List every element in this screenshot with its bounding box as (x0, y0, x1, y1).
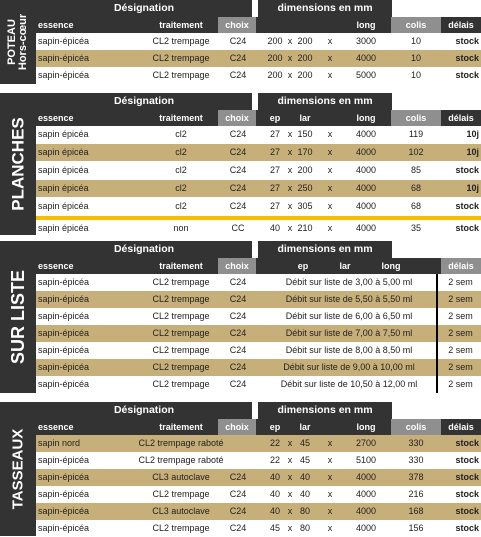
col-long: long (356, 422, 376, 432)
times-sign: x (327, 223, 333, 233)
col-choix: choix (218, 17, 256, 33)
cell-debit: Débit sur liste de 5,50 à 5,50 ml (285, 294, 413, 304)
cell-colis: 330 (408, 438, 424, 448)
cell-delais: stock (455, 438, 479, 448)
cell-colis: 168 (408, 506, 424, 516)
cell-debit: Débit sur liste de 6,00 à 6,50 ml (285, 311, 413, 321)
designation-header: Désignation (36, 402, 252, 419)
cell-ep: 200 (267, 53, 283, 63)
col-lar: lar (299, 113, 311, 123)
side-label-tasseaux (0, 402, 36, 536)
col-traitement: traitement (159, 422, 203, 432)
cell-choix: C24 (229, 129, 247, 139)
times-sign: x (327, 129, 333, 139)
cell-essence: sapin-épicéa (38, 328, 90, 338)
cell-choix: C24 (229, 489, 247, 499)
section-planches (0, 93, 481, 235)
cell-colis: 156 (408, 523, 424, 533)
col-lar: lar (299, 422, 311, 432)
poteau-label-line1: POTEAU (6, 19, 18, 65)
times-sign: x (287, 223, 293, 233)
cell-lar: 200 (297, 70, 313, 80)
cell-lar: 210 (297, 223, 313, 233)
cell-ep: 22 (269, 438, 280, 448)
cell-essence: sapin-épicéa (38, 506, 90, 516)
cell-long: 4000 (355, 53, 377, 63)
cell-choix: C24 (229, 362, 247, 372)
times-sign: x (327, 183, 333, 193)
cell-delais: stock (455, 472, 479, 482)
cell-delais: 2 sem (448, 277, 473, 287)
cell-lar: 200 (297, 165, 313, 175)
cell-ep: 45 (269, 523, 280, 533)
col-traitement: traitement (159, 113, 203, 123)
times-sign: x (287, 53, 293, 63)
cell-choix: C24 (229, 506, 247, 516)
cell-debit: Débit sur liste de 10,50 à 12,00 ml (280, 379, 418, 389)
side-label-poteau (0, 0, 36, 84)
cell-long: 4000 (355, 165, 377, 175)
cell-traitement: CL2 trempage (152, 489, 210, 499)
table-row (36, 180, 481, 197)
cell-colis: 85 (410, 165, 421, 175)
col-long: long (356, 20, 376, 30)
cell-traitement: CL2 trempage (152, 523, 210, 533)
times-sign: x (287, 129, 293, 139)
cell-choix: C24 (229, 53, 247, 63)
poteau-label-line2: Hors-cœur (17, 13, 29, 71)
section-tasseaux (0, 402, 481, 536)
col-delais: délais (448, 113, 474, 123)
cell-long: 4000 (355, 129, 377, 139)
times-sign: x (327, 455, 333, 465)
cell-essence: sapin-épicéa (38, 53, 90, 63)
cell-traitement: non (173, 223, 189, 233)
cell-ep: 27 (269, 165, 280, 175)
column-header-row (36, 419, 481, 435)
col-choix: choix (218, 110, 256, 126)
cell-delais: 10j (466, 147, 479, 157)
cell-essence: sapin-épicéa (38, 36, 90, 46)
table-row (36, 469, 481, 486)
cell-essence: sapin-épicéa (38, 362, 90, 372)
dimensions-header: dimensions en mm (258, 93, 392, 110)
cell-colis: 216 (408, 489, 424, 499)
cell-traitement: cl2 (175, 183, 187, 193)
cell-long: 4000 (355, 472, 377, 482)
cell-essence: sapin-épicéa (38, 489, 90, 499)
designation-header: Désignation (36, 241, 252, 258)
cell-essence: sapin-épicéa (38, 345, 90, 355)
times-sign: x (327, 147, 333, 157)
column-header-row (36, 110, 481, 126)
cell-lar: 200 (297, 53, 313, 63)
cell-ep: 40 (269, 223, 280, 233)
side-label-sur-liste (0, 241, 36, 393)
cell-delais: 2 sem (448, 328, 473, 338)
cell-long: 4000 (355, 223, 377, 233)
cell-traitement: CL2 trempage (152, 328, 210, 338)
table-row (36, 503, 481, 520)
cell-long: 4000 (355, 506, 377, 516)
times-sign: x (287, 183, 293, 193)
vertical-divider (436, 274, 438, 393)
cell-ep: 27 (269, 129, 280, 139)
cell-choix (218, 435, 258, 452)
cell-delais: 2 sem (448, 311, 473, 321)
col-delais: délais (448, 20, 474, 30)
cell-colis: 330 (408, 455, 424, 465)
cell-choix: C24 (229, 311, 247, 321)
designation-header: Désignation (36, 0, 252, 17)
planches-label: PLANCHES (8, 117, 28, 211)
cell-delais: stock (455, 53, 479, 63)
yellow-separator (36, 216, 481, 220)
section-poteau (0, 0, 481, 84)
times-sign: x (287, 523, 293, 533)
cell-delais: 10j (466, 183, 479, 193)
column-header-row (36, 258, 481, 274)
times-sign: x (287, 165, 293, 175)
cell-choix: C24 (229, 328, 247, 338)
cell-ep: 200 (267, 70, 283, 80)
cell-traitement: CL3 autoclave (152, 472, 210, 482)
times-sign: x (327, 201, 333, 211)
cell-debit: Débit sur liste de 9,00 à 10,00 ml (283, 362, 415, 372)
cell-traitement: CL3 autoclave (152, 506, 210, 516)
table-row (36, 308, 481, 325)
table-row (36, 452, 481, 469)
cell-traitement: CL2 trempage raboté (138, 438, 224, 448)
times-sign: x (287, 36, 293, 46)
cell-choix: C24 (229, 36, 247, 46)
cell-colis: 102 (408, 147, 424, 157)
cell-traitement: cl2 (175, 147, 187, 157)
cell-traitement: CL2 trempage (152, 345, 210, 355)
cell-ep: 22 (269, 455, 280, 465)
times-sign: x (327, 165, 333, 175)
column-header-row (36, 17, 481, 33)
times-sign: x (327, 36, 333, 46)
cell-delais: stock (455, 489, 479, 499)
cell-delais: 2 sem (448, 345, 473, 355)
times-sign: x (287, 70, 293, 80)
cell-colis: 119 (408, 129, 424, 139)
cell-delais: 2 sem (448, 362, 473, 372)
table-row (36, 486, 481, 503)
dimensions-header: dimensions en mm (258, 241, 392, 258)
side-label-planches (0, 93, 36, 235)
cell-lar: 80 (299, 506, 310, 516)
cell-choix: C24 (229, 472, 247, 482)
col-traitement: traitement (159, 261, 203, 271)
cell-ep: 40 (269, 489, 280, 499)
cell-traitement: cl2 (175, 201, 187, 211)
cell-lar: 250 (297, 183, 313, 193)
table-row (36, 126, 481, 143)
cell-traitement: CL2 trempage (152, 379, 210, 389)
cell-colis: 68 (410, 183, 421, 193)
cell-traitement: cl2 (175, 165, 187, 175)
cell-colis: 68 (410, 201, 421, 211)
cell-essence: sapin-épicéa (38, 294, 90, 304)
cell-colis: 10 (410, 70, 421, 80)
col-colis: colis (391, 17, 441, 33)
cell-traitement: cl2 (175, 129, 187, 139)
cell-long: 4000 (355, 201, 377, 211)
times-sign: x (287, 147, 293, 157)
table-row (36, 144, 481, 161)
cell-traitement: CL2 trempage raboté (138, 455, 224, 465)
col-essence: essence (38, 20, 74, 30)
cell-long: 2700 (355, 438, 377, 448)
cell-ep: 40 (269, 472, 280, 482)
cell-delais: 10j (466, 129, 479, 139)
cell-essence: sapin-épicéa (38, 70, 90, 80)
table-row (36, 376, 481, 393)
times-sign: x (327, 472, 333, 482)
cell-delais: stock (455, 506, 479, 516)
cell-colis: 10 (410, 36, 421, 46)
cell-essence: sapin épicéa (38, 201, 89, 211)
cell-long: 5100 (355, 455, 377, 465)
cell-delais: stock (455, 165, 479, 175)
dimensions-header: dimensions en mm (258, 0, 392, 17)
times-sign: x (287, 489, 293, 499)
cell-colis: 378 (408, 472, 424, 482)
table-row (36, 33, 481, 50)
col-long: long (356, 113, 376, 123)
cell-traitement: CL2 trempage (152, 311, 210, 321)
cell-traitement: CL2 trempage (152, 53, 210, 63)
cell-long: 3000 (355, 36, 377, 46)
cell-delais: stock (455, 36, 479, 46)
cell-choix: C24 (229, 277, 247, 287)
cell-colis: 35 (410, 223, 421, 233)
surliste-label: SUR LISTE (8, 269, 28, 365)
cell-long: 4000 (355, 523, 377, 533)
col-delais: délais (448, 422, 474, 432)
cell-delais: stock (455, 523, 479, 533)
col-essence: essence (38, 113, 74, 123)
times-sign: x (287, 455, 293, 465)
cell-lar: 305 (297, 201, 313, 211)
table-row (36, 291, 481, 308)
cell-choix: C24 (229, 183, 247, 193)
table-row (36, 220, 481, 237)
cell-essence: sapin épicéa (38, 129, 89, 139)
cell-lar: 45 (299, 438, 310, 448)
times-sign: x (287, 438, 293, 448)
cell-ep: 40 (269, 506, 280, 516)
cell-debit: Débit sur liste de 7,00 à 7,50 ml (285, 328, 413, 338)
cell-debit: Débit sur liste de 3,00 à 5,00 ml (285, 277, 413, 287)
cell-long: 5000 (355, 70, 377, 80)
col-colis: colis (391, 419, 441, 435)
cell-ep: 200 (267, 36, 283, 46)
cell-delais: 2 sem (448, 379, 473, 389)
cell-lar: 45 (299, 455, 310, 465)
col-long: long (381, 261, 401, 271)
cell-choix: C24 (229, 70, 247, 80)
cell-lar: 80 (299, 523, 310, 533)
cell-choix: C24 (229, 147, 247, 157)
cell-traitement: CL2 trempage (152, 36, 210, 46)
cell-choix: C24 (229, 523, 247, 533)
times-sign: x (287, 506, 293, 516)
cell-lar: 40 (299, 472, 310, 482)
cell-essence: sapin-épicéa (38, 472, 90, 482)
table-row (36, 198, 481, 215)
cell-ep: 27 (269, 201, 280, 211)
cell-choix (218, 452, 258, 469)
table-row (36, 520, 481, 537)
table-row (36, 435, 481, 452)
col-ep: ep (297, 261, 309, 271)
cell-essence: sapin épicéa (38, 147, 89, 157)
times-sign: x (327, 438, 333, 448)
table-row (36, 342, 481, 359)
cell-long: 4000 (355, 489, 377, 499)
cell-essence: sapin-épicéa (38, 379, 90, 389)
table-row (36, 67, 481, 84)
cell-essence: sapin épicéa (38, 183, 89, 193)
times-sign: x (327, 506, 333, 516)
cell-essence: sapin-épicéa (38, 455, 90, 465)
cell-essence: sapin épicéa (38, 165, 89, 175)
cell-traitement: CL2 trempage (152, 277, 210, 287)
col-traitement: traitement (159, 20, 203, 30)
cell-debit: Débit sur liste de 8,00 à 8,50 ml (285, 345, 413, 355)
times-sign: x (327, 70, 333, 80)
table-row (36, 325, 481, 342)
cell-delais: stock (455, 455, 479, 465)
designation-header: Désignation (36, 93, 252, 110)
col-choix: choix (218, 419, 256, 435)
cell-lar: 40 (299, 489, 310, 499)
cell-essence: sapin épicéa (38, 223, 89, 233)
cell-long: 4000 (355, 147, 377, 157)
cell-lar: 150 (297, 129, 313, 139)
cell-delais: stock (455, 70, 479, 80)
cell-choix: C24 (229, 345, 247, 355)
table-row (36, 274, 481, 291)
cell-traitement: CL2 trempage (152, 294, 210, 304)
cell-long: 4000 (355, 183, 377, 193)
col-delais: délais (441, 258, 481, 274)
col-ep: ep (269, 422, 281, 432)
cell-delais: 2 sem (448, 294, 473, 304)
cell-choix: C24 (229, 294, 247, 304)
cell-essence: sapin-épicéa (38, 311, 90, 321)
cell-delais: stock (455, 201, 479, 211)
table-row (36, 50, 481, 67)
cell-ep: 27 (269, 183, 280, 193)
table-row (36, 359, 481, 376)
cell-ep: 27 (269, 147, 280, 157)
cell-traitement: CL2 trempage (152, 362, 210, 372)
cell-essence: sapin-épicéa (38, 277, 90, 287)
cell-colis: 10 (410, 53, 421, 63)
cell-choix: C24 (229, 165, 247, 175)
cell-delais: stock (455, 223, 479, 233)
poteau-label (7, 14, 29, 70)
col-lar: lar (339, 261, 351, 271)
cell-choix: C24 (229, 201, 247, 211)
tasseaux-label: TASSEAUX (9, 428, 27, 510)
times-sign: x (327, 523, 333, 533)
cell-essence: sapin nord (38, 438, 81, 448)
section-sur-liste (0, 241, 481, 393)
table-row (36, 162, 481, 179)
cell-choix: CC (231, 223, 245, 233)
times-sign: x (327, 489, 333, 499)
dimensions-header: dimensions en mm (258, 402, 392, 419)
col-essence: essence (38, 422, 74, 432)
cell-essence: sapin-épicéa (38, 523, 90, 533)
cell-traitement: CL2 trempage (152, 70, 210, 80)
cell-lar: 200 (297, 36, 313, 46)
times-sign: x (287, 472, 293, 482)
col-colis: colis (391, 110, 441, 126)
col-choix: choix (218, 258, 256, 274)
col-ep: ep (269, 113, 281, 123)
col-essence: essence (38, 261, 74, 271)
cell-lar: 170 (297, 147, 313, 157)
times-sign: x (287, 201, 293, 211)
cell-choix: C24 (229, 379, 247, 389)
times-sign: x (327, 53, 333, 63)
